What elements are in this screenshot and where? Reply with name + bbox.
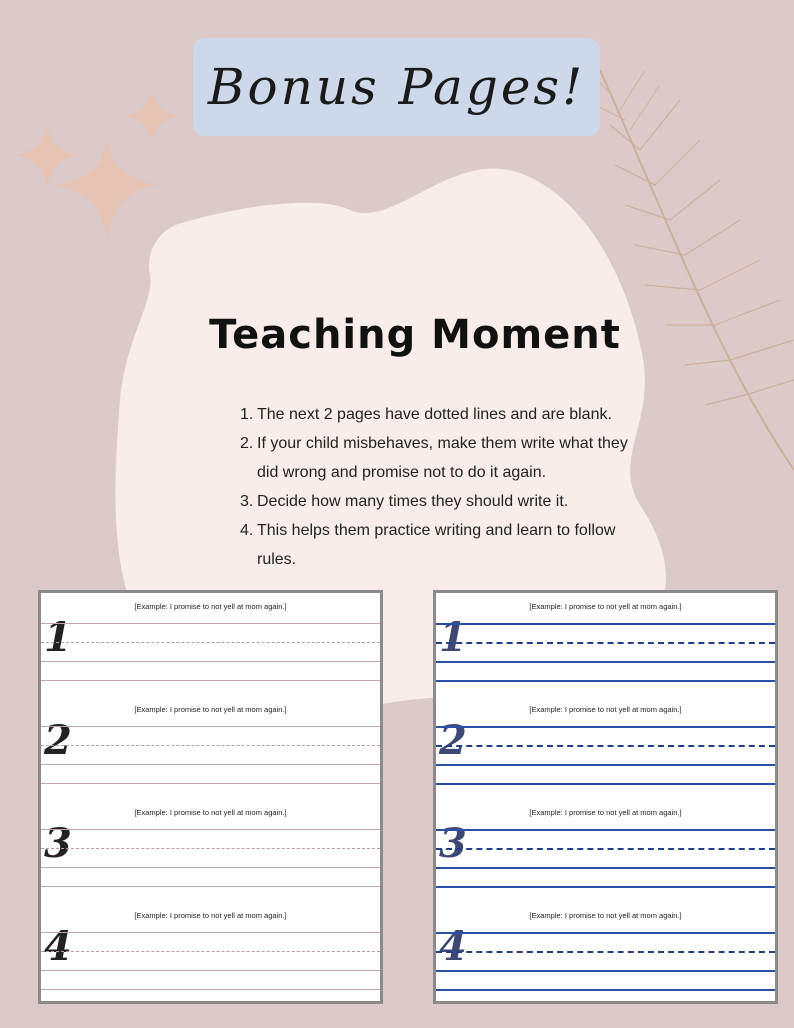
ruled-line — [436, 867, 775, 869]
example-text: [Example: I promise to not yell at mom again.] — [134, 911, 287, 920]
dashed-guide-line — [41, 951, 380, 952]
page-title: Bonus Pages! — [207, 58, 586, 116]
writing-block — [41, 799, 380, 897]
ruled-line — [436, 989, 775, 991]
example-text: [Example: I promise to not yell at mom again.] — [134, 808, 287, 817]
section-heading: Teaching Moment — [209, 312, 621, 358]
ruled-line — [41, 661, 380, 662]
ruled-line — [41, 783, 380, 784]
dashed-guide-line — [436, 745, 775, 747]
star-icon — [16, 125, 78, 188]
ruled-line — [436, 726, 775, 728]
line-number: 2 — [44, 717, 72, 764]
ruled-line — [41, 989, 380, 990]
ruled-line — [436, 623, 775, 625]
instruction-text: If your child misbehaves, make them write what they did wrong and promise not to do it again. — [257, 435, 628, 481]
dashed-guide-line — [41, 642, 380, 643]
instruction-text: The next 2 pages have dotted lines and are blank. — [257, 406, 612, 423]
ruled-line — [41, 932, 380, 933]
line-number: 4 — [44, 923, 72, 970]
ruled-line — [436, 970, 775, 972]
instruction-number: 4. — [240, 522, 254, 539]
writing-block — [436, 902, 775, 1000]
instruction-number: 1. — [240, 406, 254, 423]
instruction-text: This helps them practice writing and learn to follow rules. — [257, 522, 616, 568]
dashed-guide-line — [436, 642, 775, 644]
ruled-line — [436, 764, 775, 766]
ruled-line — [436, 932, 775, 934]
writing-block — [436, 799, 775, 897]
dashed-guide-line — [41, 745, 380, 746]
example-text: [Example: I promise to not yell at mom again.] — [134, 705, 287, 714]
ruled-line — [436, 680, 775, 682]
line-number: 3 — [439, 820, 467, 867]
ruled-line — [436, 661, 775, 663]
instruction-number: 2. — [240, 435, 254, 452]
writing-block — [41, 593, 380, 691]
ruled-line — [41, 680, 380, 681]
ruled-line — [41, 764, 380, 765]
ruled-line — [41, 970, 380, 971]
writing-block — [436, 593, 775, 691]
stars-decoration — [16, 90, 178, 240]
line-number: 1 — [439, 614, 467, 661]
ruled-line — [436, 829, 775, 831]
instruction-item — [240, 487, 630, 516]
ruled-line — [436, 783, 775, 785]
dashed-guide-line — [436, 848, 775, 850]
instruction-number: 3. — [240, 493, 254, 510]
writing-block — [41, 696, 380, 794]
worksheet-preview-pink — [38, 590, 383, 1004]
ruled-line — [436, 886, 775, 888]
instruction-text: Decide how many times they should write it. — [257, 493, 569, 510]
line-number: 3 — [44, 820, 72, 867]
line-number: 1 — [44, 614, 72, 661]
example-text: [Example: I promise to not yell at mom again.] — [529, 602, 682, 611]
ruled-line — [41, 886, 380, 887]
example-text: [Example: I promise to not yell at mom again.] — [529, 808, 682, 817]
writing-block — [41, 902, 380, 1000]
instruction-item — [240, 516, 630, 574]
instruction-item — [240, 400, 630, 429]
instruction-item — [240, 429, 630, 487]
star-icon — [126, 90, 178, 142]
instructions-list — [240, 400, 630, 574]
example-text: [Example: I promise to not yell at mom again.] — [529, 911, 682, 920]
ruled-line — [41, 829, 380, 830]
dashed-guide-line — [41, 848, 380, 849]
ruled-line — [41, 867, 380, 868]
dashed-guide-line — [436, 951, 775, 953]
ruled-line — [41, 623, 380, 624]
example-text: [Example: I promise to not yell at mom again.] — [529, 705, 682, 714]
line-number: 4 — [439, 923, 467, 970]
writing-block — [436, 696, 775, 794]
line-number: 2 — [439, 717, 467, 764]
ruled-line — [41, 726, 380, 727]
worksheet-preview-blue — [433, 590, 778, 1004]
example-text: [Example: I promise to not yell at mom again.] — [134, 602, 287, 611]
